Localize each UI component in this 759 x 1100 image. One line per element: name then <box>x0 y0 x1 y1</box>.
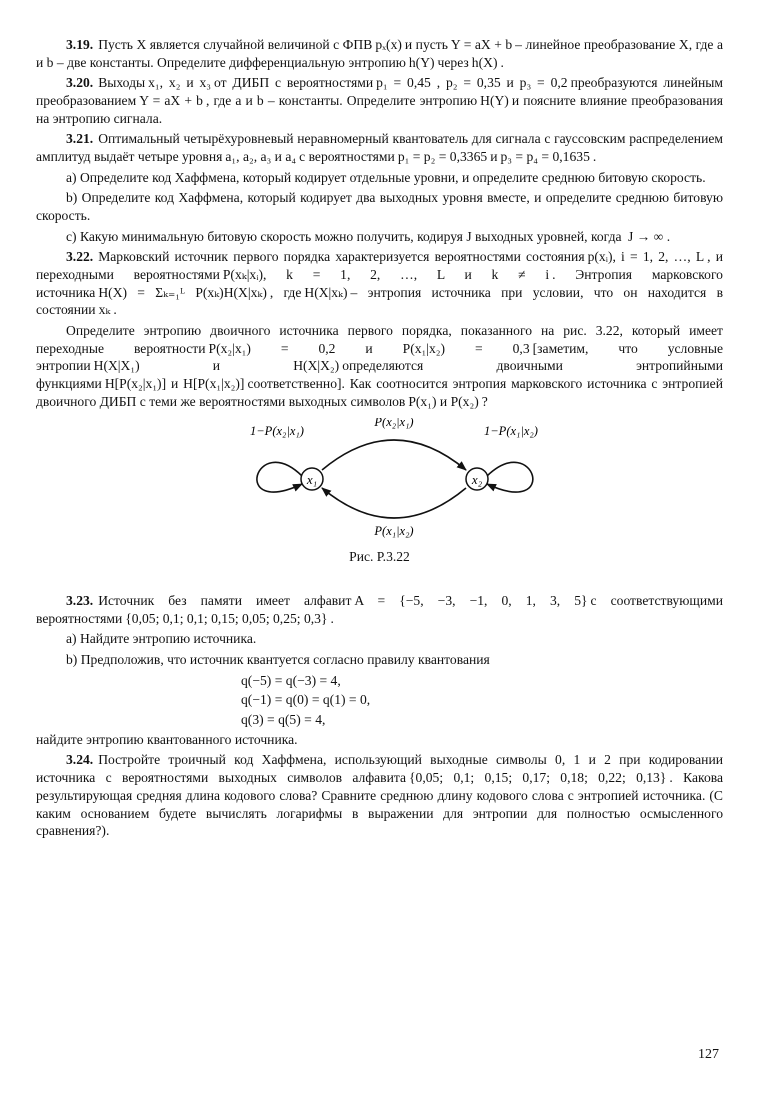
text: Источник без памяти имеет алфавит <box>98 593 352 609</box>
formula: a₁, a₂, a₃ и a₄ <box>225 149 297 165</box>
text: . <box>330 610 334 626</box>
text: преобразуются линейным преобразованием <box>36 75 723 109</box>
formula: xₖ <box>98 302 111 318</box>
arc-x2-to-x1 <box>322 488 466 518</box>
text: и пусть <box>404 37 448 52</box>
formula: H(X|xₖ) <box>304 284 348 300</box>
problem-3-23-end: найдите энтропию квантованного источника. <box>36 731 298 747</box>
problem-3-22 <box>36 248 723 319</box>
text: Оптимальный четырёхуровневый неравномерный квантователь для сигнала с гауссовским распределением амплитуд выдаёт четыре уровня <box>36 131 723 165</box>
formula: J → ∞ . <box>627 228 671 244</box>
text: – энтропия источника при условии, что он находится в состоянии <box>36 284 723 318</box>
text: Постройте троичный код Хаффмена, использующий выходные символы 0, 1 и 2 при кодировании источника с вероятностями выходных символов алфавита <box>36 752 723 786</box>
bottom-arc-label: P(x₁|x₂) <box>374 524 414 539</box>
text: Определите энтропию двоичного источника первого порядка, показанного на рис. 3.22, который имеет переходные вероятности <box>36 323 723 356</box>
problem-3-23-a: a) Найдите энтропию источника. <box>66 631 257 647</box>
formula: P(x₂|x₁) = 0,2 и P(x₁|x₂) = 0,3 <box>208 340 530 356</box>
text: – линейное преобразование X, где a и b – две константы. Определите дифференциальную энтропию <box>36 37 723 70</box>
formula: A = {−5, −3, −1, 0, 1, 3, 5} <box>354 593 588 609</box>
formula: p₁ = p₂ = 0,3365 <box>397 149 488 165</box>
problem-3-23-b: b) Предположив, что источник квантуется согласно правилу квантования <box>66 652 490 668</box>
problem-3-24 <box>36 751 723 839</box>
arc-x1-to-x2 <box>322 440 466 470</box>
problem-3-21 <box>36 130 723 165</box>
problem-3-19 <box>36 36 723 71</box>
problem-3-22-question <box>36 322 723 410</box>
formula: x₁, x₂ и x₃ <box>148 75 211 91</box>
text: . <box>113 302 117 318</box>
formula: H[P(x₂|x₁)] и H[P(x₁|x₂)] <box>104 376 245 392</box>
quant-eq-3: q(3) = q(5) = 4, <box>241 712 326 728</box>
quant-eq-1: q(−5) = q(−3) = 4, <box>241 672 341 688</box>
markov-diagram <box>0 418 759 538</box>
loop-right-label: 1−P(x₁|x₂) <box>484 424 538 439</box>
formula: h(Y) <box>408 54 435 70</box>
text: с соответствующими вероятностями <box>36 593 723 626</box>
formula: p₁ = 0,45 , p₂ = 0,35 и p₃ = 0,2 <box>376 75 568 91</box>
text: , где <box>269 284 302 300</box>
text: , и переходными вероятностями <box>36 249 724 283</box>
loop-left-label: 1−P(x₂|x₁) <box>250 424 304 439</box>
problem-3-23 <box>36 592 723 627</box>
quantization-rules <box>36 672 723 729</box>
text: . <box>592 149 597 165</box>
text: от ДИБП с вероятностями <box>214 75 374 91</box>
formula: {0,05; 0,1; 0,15; 0,17; 0,18; 0,22; 0,13} <box>409 770 667 786</box>
page-number: 127 <box>698 1047 719 1062</box>
formula: pₓ(x) <box>375 37 402 52</box>
text: [заметим, что условные энтропии <box>36 340 723 374</box>
problem-3-21-a: a) Определите код Хаффмена, который кодирует отдельные уровни, и определите среднюю битовую скорость. <box>66 169 706 185</box>
text: Пусть X является случайной величиной с ФПВ <box>98 37 373 52</box>
text: ? <box>481 393 488 409</box>
text: определяются двоичными энтропийными функциями <box>36 358 723 392</box>
problem-3-20 <box>36 74 723 127</box>
formula: p(xᵢ), i = 1, 2, …, L <box>587 249 705 265</box>
text: с вероятностями <box>299 149 395 165</box>
formula: H(Y) <box>480 93 509 109</box>
text: . <box>500 54 504 70</box>
self-loop-right <box>487 463 533 493</box>
text: c) Какую минимальную битовую скорость можно получить, кодируя J выходных уровней, когда <box>66 228 622 244</box>
problem-number: 3.22. <box>66 249 94 265</box>
text: соответственно]. Как соотносится энтропия марковского источника с энтропией двоичного ДИБП с теми же вероятностями выходных символов <box>36 376 723 409</box>
text: , где a и b – константы. Определите энтропию <box>205 93 478 109</box>
formula: H(X|X₁) и H(X|X₂) <box>93 358 340 374</box>
formula: P(x₁) и P(x₂) <box>408 393 479 409</box>
problem-number: 3.23. <box>66 593 94 609</box>
formula: h(X) <box>471 54 498 70</box>
problem-3-21-c <box>36 228 723 246</box>
node-x2-label: x₂ <box>471 472 483 488</box>
text: Марковский источник первого порядка характеризуется вероятностями состояния <box>98 249 585 265</box>
formula: Y = aX + b <box>139 93 203 109</box>
problem-3-21-b: b) Определите код Хаффмена, который кодирует два выходных уровня вместе, и определите среднюю битовую скорость. <box>36 190 723 224</box>
text: . Энтропия марковского источника <box>36 267 723 300</box>
figure-caption: Рис. Р.3.22 <box>349 549 410 565</box>
text: через <box>437 54 469 70</box>
quant-eq-2: q(−1) = q(0) = q(1) = 0, <box>241 692 371 708</box>
problem-number: 3.20. <box>66 75 94 91</box>
formula: H(X) = Σₖ₌₁ᴸ P(xₖ)H(X|xₖ) <box>98 284 267 300</box>
text: . Какова результирующая средняя длина кодового слова? Сравните среднюю длину кодового слова с энтропией источника. (С каким основанием будете вычислять логарифмы в выражении для энтропии для полностью осмысленного сравнения?). <box>36 770 724 839</box>
text: и <box>490 149 498 165</box>
formula: {0,05; 0,1; 0,1; 0,15; 0,05; 0,25; 0,3} <box>125 610 328 626</box>
problem-number: 3.21. <box>66 131 94 147</box>
problem-number: 3.24. <box>66 752 94 768</box>
problem-number: 3.19. <box>66 37 94 52</box>
formula: Y = aX + b <box>450 37 513 52</box>
node-x1-label: x₁ <box>306 472 318 488</box>
formula: P(xₖ|xᵢ), k = 1, 2, …, L и k ≠ i <box>222 267 550 283</box>
text: Выходы <box>98 75 146 91</box>
text: и поясните влияние преобразования на энтропию сигнала. <box>36 93 723 126</box>
self-loop-left <box>257 463 302 493</box>
top-arc-label: P(x₂|x₁) <box>374 418 414 430</box>
formula: p₃ = p₄ = 0,1635 <box>500 149 590 165</box>
